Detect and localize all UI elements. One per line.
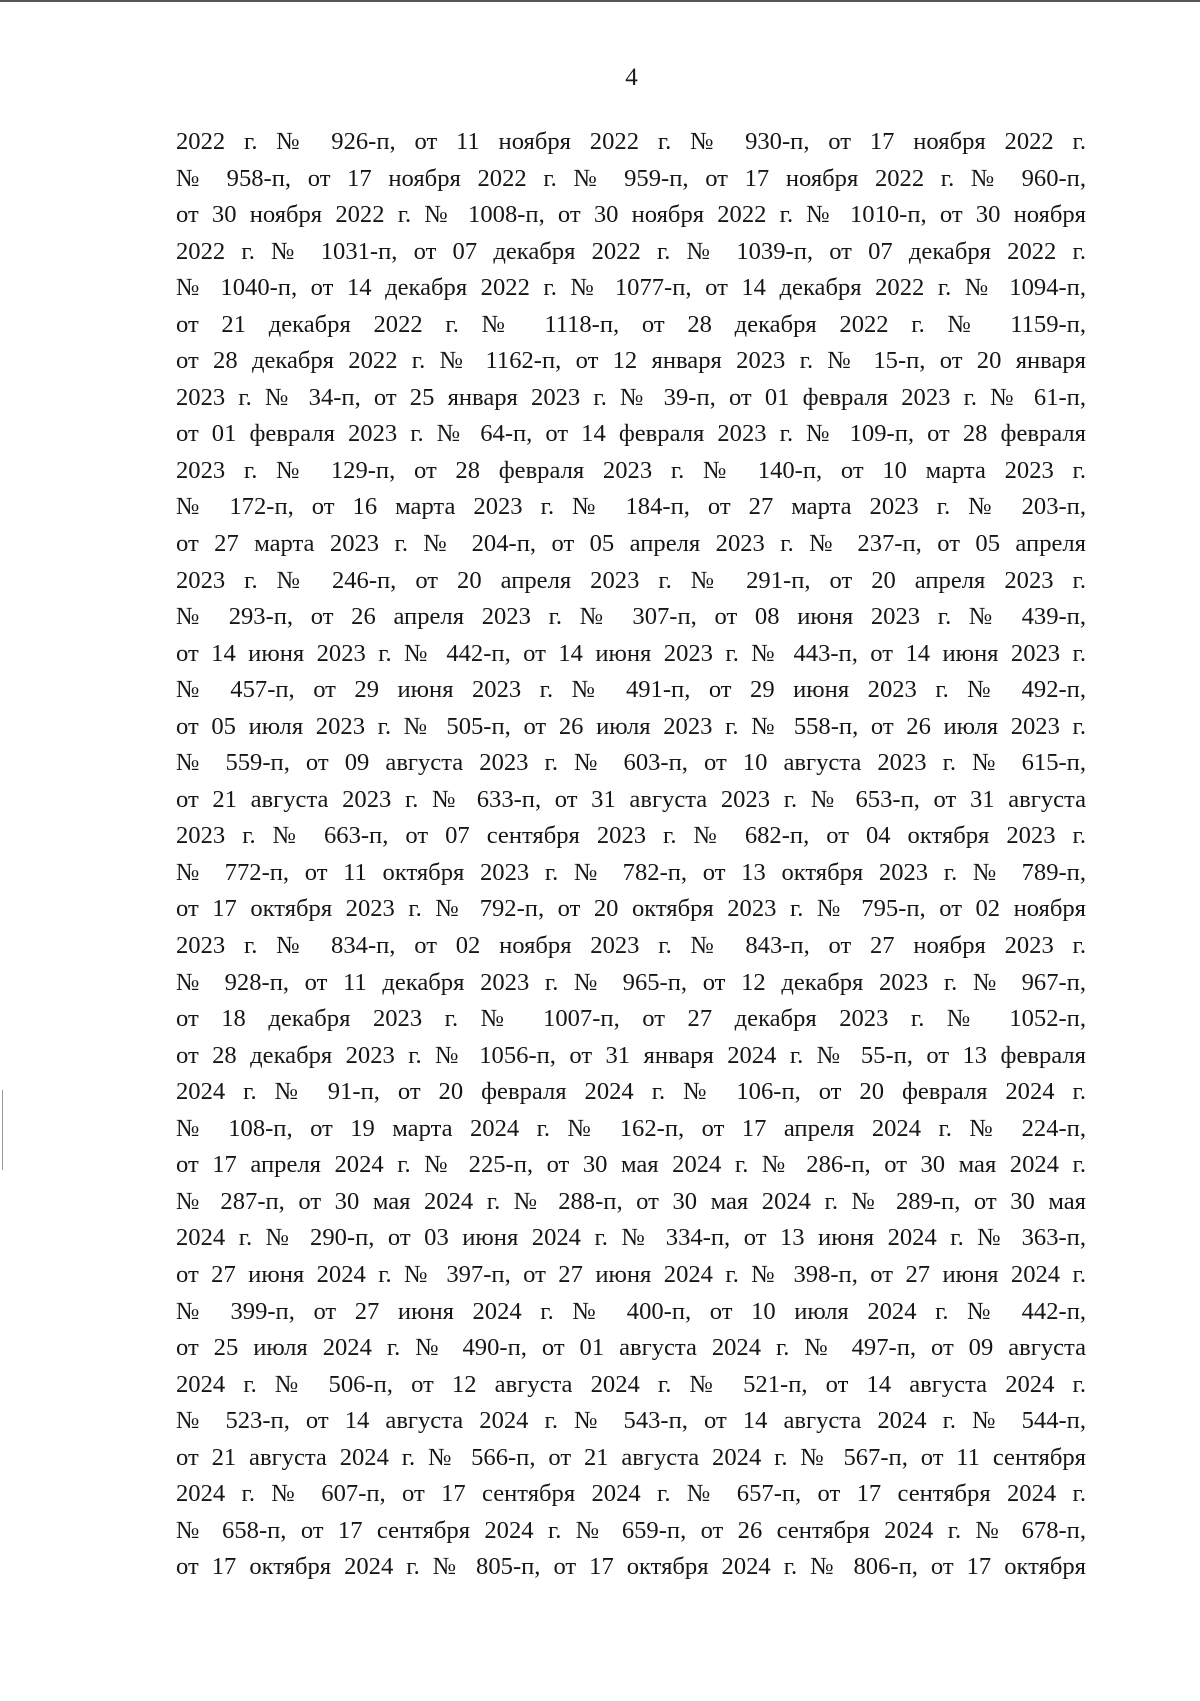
text-line: от 27 июня 2024 г. № 397-п, от 27 июня 2024 г. № 398-п, от 27 июня 2024 г. — [176, 1260, 1086, 1288]
text-line: 2024 г. № 290-п, от 03 июня 2024 г. № 334-п, от 13 июня 2024 г. № 363-п, — [176, 1224, 1086, 1252]
text-line: № 293-п, от 26 апреля 2023 г. № 307-п, от 08 июня 2023 г. № 439-п, — [176, 603, 1086, 631]
text-line: № 928-п, от 11 декабря 2023 г. № 965-п, от 12 декабря 2023 г. № 967-п, — [176, 968, 1086, 996]
text-line: 2024 г. № 607-п, от 17 сентября 2024 г. № 657-п, от 17 сентября 2024 г. — [176, 1480, 1086, 1508]
text-line: 2022 г. № 1031-п, от 07 декабря 2022 г. № 1039-п, от 07 декабря 2022 г. — [176, 237, 1086, 265]
text-line: № 172-п, от 16 марта 2023 г. № 184-п, от 27 марта 2023 г. № 203-п, — [176, 493, 1086, 521]
text-line: № 772-п, от 11 октября 2023 г. № 782-п, от 13 октября 2023 г. № 789-п, — [176, 858, 1086, 886]
text-line: № 559-п, от 09 августа 2023 г. № 603-п, от 10 августа 2023 г. № 615-п, — [176, 749, 1086, 777]
text-line: от 27 марта 2023 г. № 204-п, от 05 апреля 2023 г. № 237-п, от 05 апреля — [176, 530, 1086, 558]
text-line: 2023 г. № 663-п, от 07 сентября 2023 г. № 682-п, от 04 октября 2023 г. — [176, 822, 1086, 850]
text-line: № 399-п, от 27 июня 2024 г. № 400-п, от 10 июля 2024 г. № 442-п, — [176, 1297, 1086, 1325]
text-line: от 17 октября 2024 г. № 805-п, от 17 октября 2024 г. № 806-п, от 17 октября — [176, 1553, 1086, 1581]
text-line: от 28 декабря 2022 г. № 1162-п, от 12 января 2023 г. № 15-п, от 20 января — [176, 347, 1086, 375]
text-line: от 21 августа 2024 г. № 566-п, от 21 августа 2024 г. № 567-п, от 11 сентября — [176, 1443, 1086, 1471]
text-line: № 108-п, от 19 марта 2024 г. № 162-п, от 17 апреля 2024 г. № 224-п, — [176, 1114, 1086, 1142]
text-line: 2023 г. № 34-п, от 25 января 2023 г. № 39-п, от 01 февраля 2023 г. № 61-п, — [176, 383, 1086, 411]
text-line: 2022 г. № 926-п, от 11 ноября 2022 г. № 930-п, от 17 ноября 2022 г. — [176, 128, 1086, 155]
text-line: от 30 ноября 2022 г. № 1008-п, от 30 ноября 2022 г. № 1010-п, от 30 ноября — [176, 201, 1086, 229]
text-line: от 25 июля 2024 г. № 490-п, от 01 августа 2024 г. № 497-п, от 09 августа — [176, 1334, 1086, 1362]
text-line: от 01 февраля 2023 г. № 64-п, от 14 февраля 2023 г. № 109-п, от 28 февраля — [176, 420, 1086, 448]
text-line: № 1040-п, от 14 декабря 2022 г. № 1077-п, от 14 декабря 2022 г. № 1094-п, — [176, 274, 1086, 302]
text-line: от 14 июня 2023 г. № 442-п, от 14 июня 2023 г. № 443-п, от 14 июня 2023 г. — [176, 639, 1086, 667]
scan-top-edge — [0, 0, 1200, 2]
text-line: № 457-п, от 29 июня 2023 г. № 491-п, от 29 июня 2023 г. № 492-п, — [176, 676, 1086, 704]
text-line: № 958-п, от 17 ноября 2022 г. № 959-п, от 17 ноября 2022 г. № 960-п, — [176, 164, 1086, 192]
text-line: от 18 декабря 2023 г. № 1007-п, от 27 декабря 2023 г. № 1052-п, — [176, 1005, 1086, 1033]
text-line: от 21 декабря 2022 г. № 1118-п, от 28 декабря 2022 г. № 1159-п, — [176, 310, 1086, 338]
document-body-text — [176, 124, 1086, 1586]
text-line: 2023 г. № 129-п, от 28 февраля 2023 г. № 140-п, от 10 марта 2023 г. — [176, 456, 1086, 484]
text-line: 2023 г. № 834-п, от 02 ноября 2023 г. № 843-п, от 27 ноября 2023 г. — [176, 932, 1086, 960]
text-line: 2024 г. № 91-п, от 20 февраля 2024 г. № 106-п, от 20 февраля 2024 г. — [176, 1078, 1086, 1106]
text-line: № 658-п, от 17 сентября 2024 г. № 659-п, от 26 сентября 2024 г. № 678-п, — [176, 1516, 1086, 1544]
scan-left-edge-mark — [2, 1090, 3, 1170]
text-line: № 287-п, от 30 мая 2024 г. № 288-п, от 30 мая 2024 г. № 289-п, от 30 мая — [176, 1187, 1086, 1215]
text-line: от 05 июля 2023 г. № 505-п, от 26 июля 2023 г. № 558-п, от 26 июля 2023 г. — [176, 712, 1086, 740]
text-line: от 17 апреля 2024 г. № 225-п, от 30 мая 2024 г. № 286-п, от 30 мая 2024 г. — [176, 1151, 1086, 1179]
text-line: 2024 г. № 506-п, от 12 августа 2024 г. № 521-п, от 14 августа 2024 г. — [176, 1370, 1086, 1398]
text-line: № 523-п, от 14 августа 2024 г. № 543-п, от 14 августа 2024 г. № 544-п, — [176, 1407, 1086, 1435]
text-line: от 17 октября 2023 г. № 792-п, от 20 октября 2023 г. № 795-п, от 02 ноября — [176, 895, 1086, 923]
text-line: от 28 декабря 2023 г. № 1056-п, от 31 января 2024 г. № 55-п, от 13 февраля — [176, 1041, 1086, 1069]
text-line: от 21 августа 2023 г. № 633-п, от 31 августа 2023 г. № 653-п, от 31 августа — [176, 785, 1086, 813]
text-line: 2023 г. № 246-п, от 20 апреля 2023 г. № 291-п, от 20 апреля 2023 г. — [176, 566, 1086, 594]
page-number: 4 — [625, 64, 638, 91]
